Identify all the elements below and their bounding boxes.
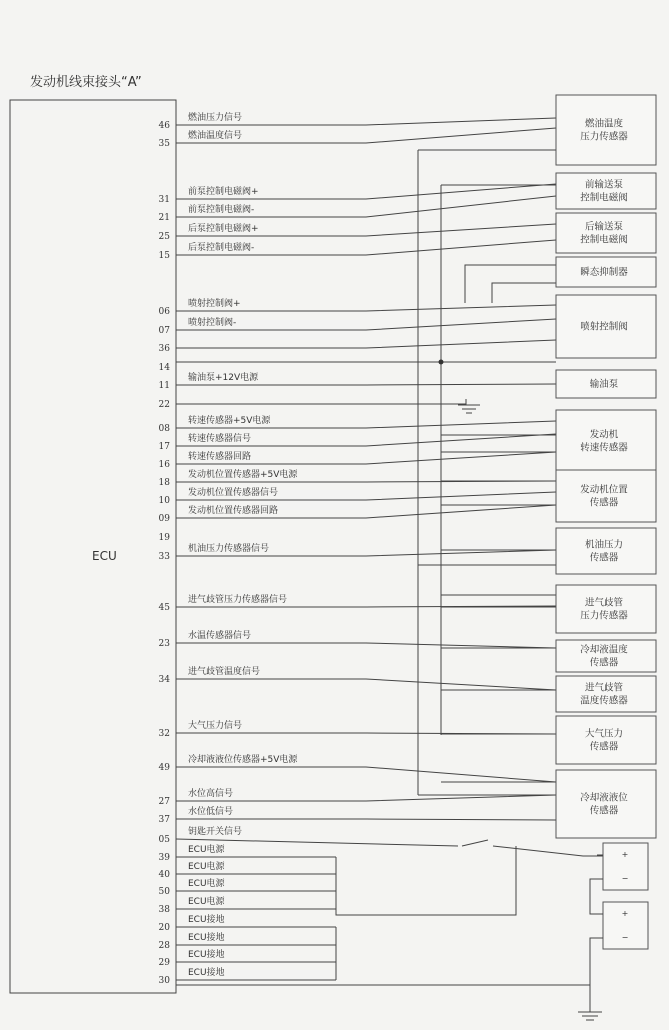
pin-number: 36: [158, 344, 170, 354]
pin-number: 10: [158, 496, 170, 506]
pin-number: 45: [158, 603, 170, 613]
wire: [590, 879, 597, 914]
ecu-box: [10, 100, 176, 993]
pin-number: 30: [158, 976, 170, 986]
component-label: 转速传感器: [580, 442, 628, 454]
component-label: 喷射控制阀: [580, 321, 628, 333]
signal-label: 前泵控制电磁阀-: [188, 205, 255, 215]
pin-number: 38: [158, 905, 170, 915]
pin-number: 22: [158, 400, 170, 410]
pin-number: 39: [158, 853, 170, 863]
component-box: [556, 585, 656, 633]
wire: [336, 846, 516, 915]
signal-label: ECU接地: [188, 933, 225, 943]
signal-label: 水温传感器信号: [188, 631, 252, 641]
component-label: 燃油温度: [584, 118, 624, 130]
wire: [176, 767, 556, 782]
signal-label: ECU接地: [188, 915, 225, 925]
pin-number: 29: [158, 958, 170, 968]
pin-number: 09: [158, 514, 170, 524]
components: [556, 95, 656, 838]
wire: [492, 283, 556, 303]
component-label: 温度传感器: [580, 695, 628, 707]
pin-number: 20: [158, 923, 170, 933]
battery-minus: −: [621, 874, 629, 883]
signal-label: 输油泵+12V电源: [188, 373, 259, 383]
signal-label: 后泵控制电磁阀+: [188, 224, 259, 234]
component-box: [556, 95, 656, 165]
wire: [465, 265, 556, 303]
signal-label: 进气歧管温度信号: [188, 667, 261, 677]
switch-contact: [489, 844, 493, 848]
signal-label: 转速传感器回路: [188, 452, 252, 462]
signal-label: 冷却液液位传感器+5V电源: [188, 755, 298, 765]
pin-number: 40: [158, 870, 170, 880]
pin-number: 08: [158, 424, 170, 434]
component-box: [556, 676, 656, 712]
pin-number: 07: [158, 326, 170, 336]
pin-number: 27: [158, 797, 170, 807]
pin-number: 50: [158, 887, 170, 897]
signal-label: ECU电源: [188, 879, 225, 889]
wire: [590, 938, 597, 985]
wire: [176, 340, 556, 348]
component-label: 冷却液温度: [580, 644, 628, 656]
pin-number: 14: [158, 363, 170, 373]
component-box: [556, 213, 656, 253]
component-label: 控制电磁阀: [580, 192, 628, 204]
wire: [176, 679, 556, 690]
pin-number: 25: [158, 232, 170, 242]
component-label: 后输送泵: [584, 221, 624, 233]
signal-label: 燃油压力信号: [188, 113, 243, 123]
component-label: 瞬态抑制器: [580, 267, 628, 278]
component-box: [556, 528, 656, 574]
signal-label: 大气压力信号: [188, 721, 243, 731]
signal-label: 发动机位置传感器回路: [188, 506, 279, 516]
pin-number: 49: [158, 763, 170, 773]
signal-label: 喷射控制阀+: [188, 299, 241, 309]
battery-minus: −: [621, 933, 629, 942]
signal-label: ECU电源: [188, 862, 225, 872]
component-label: 传感器: [589, 497, 619, 509]
component-label: 传感器: [589, 552, 619, 564]
pin-number: 35: [158, 139, 170, 149]
wire: [176, 399, 466, 404]
component-label: 输油泵: [589, 379, 619, 390]
component-label: 压力传感器: [580, 610, 628, 622]
component-label: 发动机位置: [580, 484, 628, 496]
component-label: 前输送泵: [584, 179, 624, 191]
component-box: [556, 173, 656, 209]
signal-label: 水位高信号: [188, 789, 234, 799]
switch-contact: [458, 844, 462, 848]
pin-number: 31: [158, 195, 170, 205]
signal-label: 喷射控制阀-: [188, 318, 237, 328]
connector-title: 发动机线束接头“A”: [30, 75, 142, 90]
signal-label: 发动机位置传感器+5V电源: [188, 470, 298, 480]
component-label: 控制电磁阀: [580, 234, 628, 246]
battery-plus: +: [621, 909, 629, 918]
signal-label: 水位低信号: [188, 807, 234, 817]
signal-label: 燃油温度信号: [188, 131, 243, 141]
signal-label: ECU接地: [188, 950, 225, 960]
component-label: 传感器: [589, 741, 619, 753]
pin-number: 05: [158, 835, 170, 845]
component-box: [556, 716, 656, 764]
pin-number: 23: [158, 639, 170, 649]
pin-number: 16: [158, 460, 170, 470]
wire: [176, 643, 556, 648]
pin-labels: [159, 111, 299, 986]
wire: [493, 846, 603, 856]
wires: [176, 118, 603, 1020]
pin-number: 32: [158, 729, 170, 739]
component-label: 进气歧管: [584, 682, 624, 694]
signal-label: 后泵控制电磁阀-: [188, 243, 255, 253]
signal-label: 机油压力传感器信号: [188, 544, 270, 554]
component-label: 发动机: [589, 429, 619, 441]
pin-number: 28: [158, 941, 170, 951]
signal-label: 钥匙开关信号: [188, 827, 243, 837]
component-label: 传感器: [589, 805, 619, 817]
wire: [176, 384, 556, 385]
wire: [176, 985, 590, 1012]
component-box: [556, 470, 656, 522]
pin-number: 37: [158, 815, 170, 825]
signal-label: 转速传感器+5V电源: [188, 416, 271, 426]
signal-label: 发动机位置传感器信号: [188, 488, 279, 498]
switch-arm: [462, 840, 488, 846]
component-label: 机油压力: [584, 539, 624, 551]
component-label: 压力传感器: [580, 131, 628, 143]
signal-label: 前泵控制电磁阀+: [188, 187, 259, 197]
component-box: [556, 770, 656, 838]
pin-number: 15: [158, 251, 170, 261]
signal-label: 转速传感器信号: [188, 434, 252, 444]
pin-number: 33: [158, 552, 170, 562]
signal-label: ECU接地: [188, 968, 225, 978]
component-label: 进气歧管: [584, 597, 624, 609]
pin-number: 17: [158, 442, 170, 452]
pin-number: 11: [158, 381, 170, 391]
pin-number: 34: [158, 675, 170, 685]
component-label: 传感器: [589, 657, 619, 669]
component-label: 大气压力: [584, 728, 624, 740]
pin-number: 06: [158, 307, 170, 317]
extras: [590, 843, 648, 985]
component-box: [556, 410, 656, 472]
junction-dot: [439, 360, 444, 365]
wire: [176, 819, 556, 820]
signal-label: 进气歧管压力传感器信号: [188, 595, 288, 605]
ecu-label: ECU: [92, 549, 117, 563]
pin-number: 19: [158, 533, 170, 543]
pin-number: 46: [158, 121, 170, 131]
component-label: 冷却液液位: [580, 792, 628, 804]
pin-number: 21: [158, 213, 170, 223]
battery-plus: +: [621, 850, 629, 859]
pin-number: 18: [158, 478, 170, 488]
signal-label: ECU电源: [188, 845, 225, 855]
signal-label: ECU电源: [188, 897, 225, 907]
